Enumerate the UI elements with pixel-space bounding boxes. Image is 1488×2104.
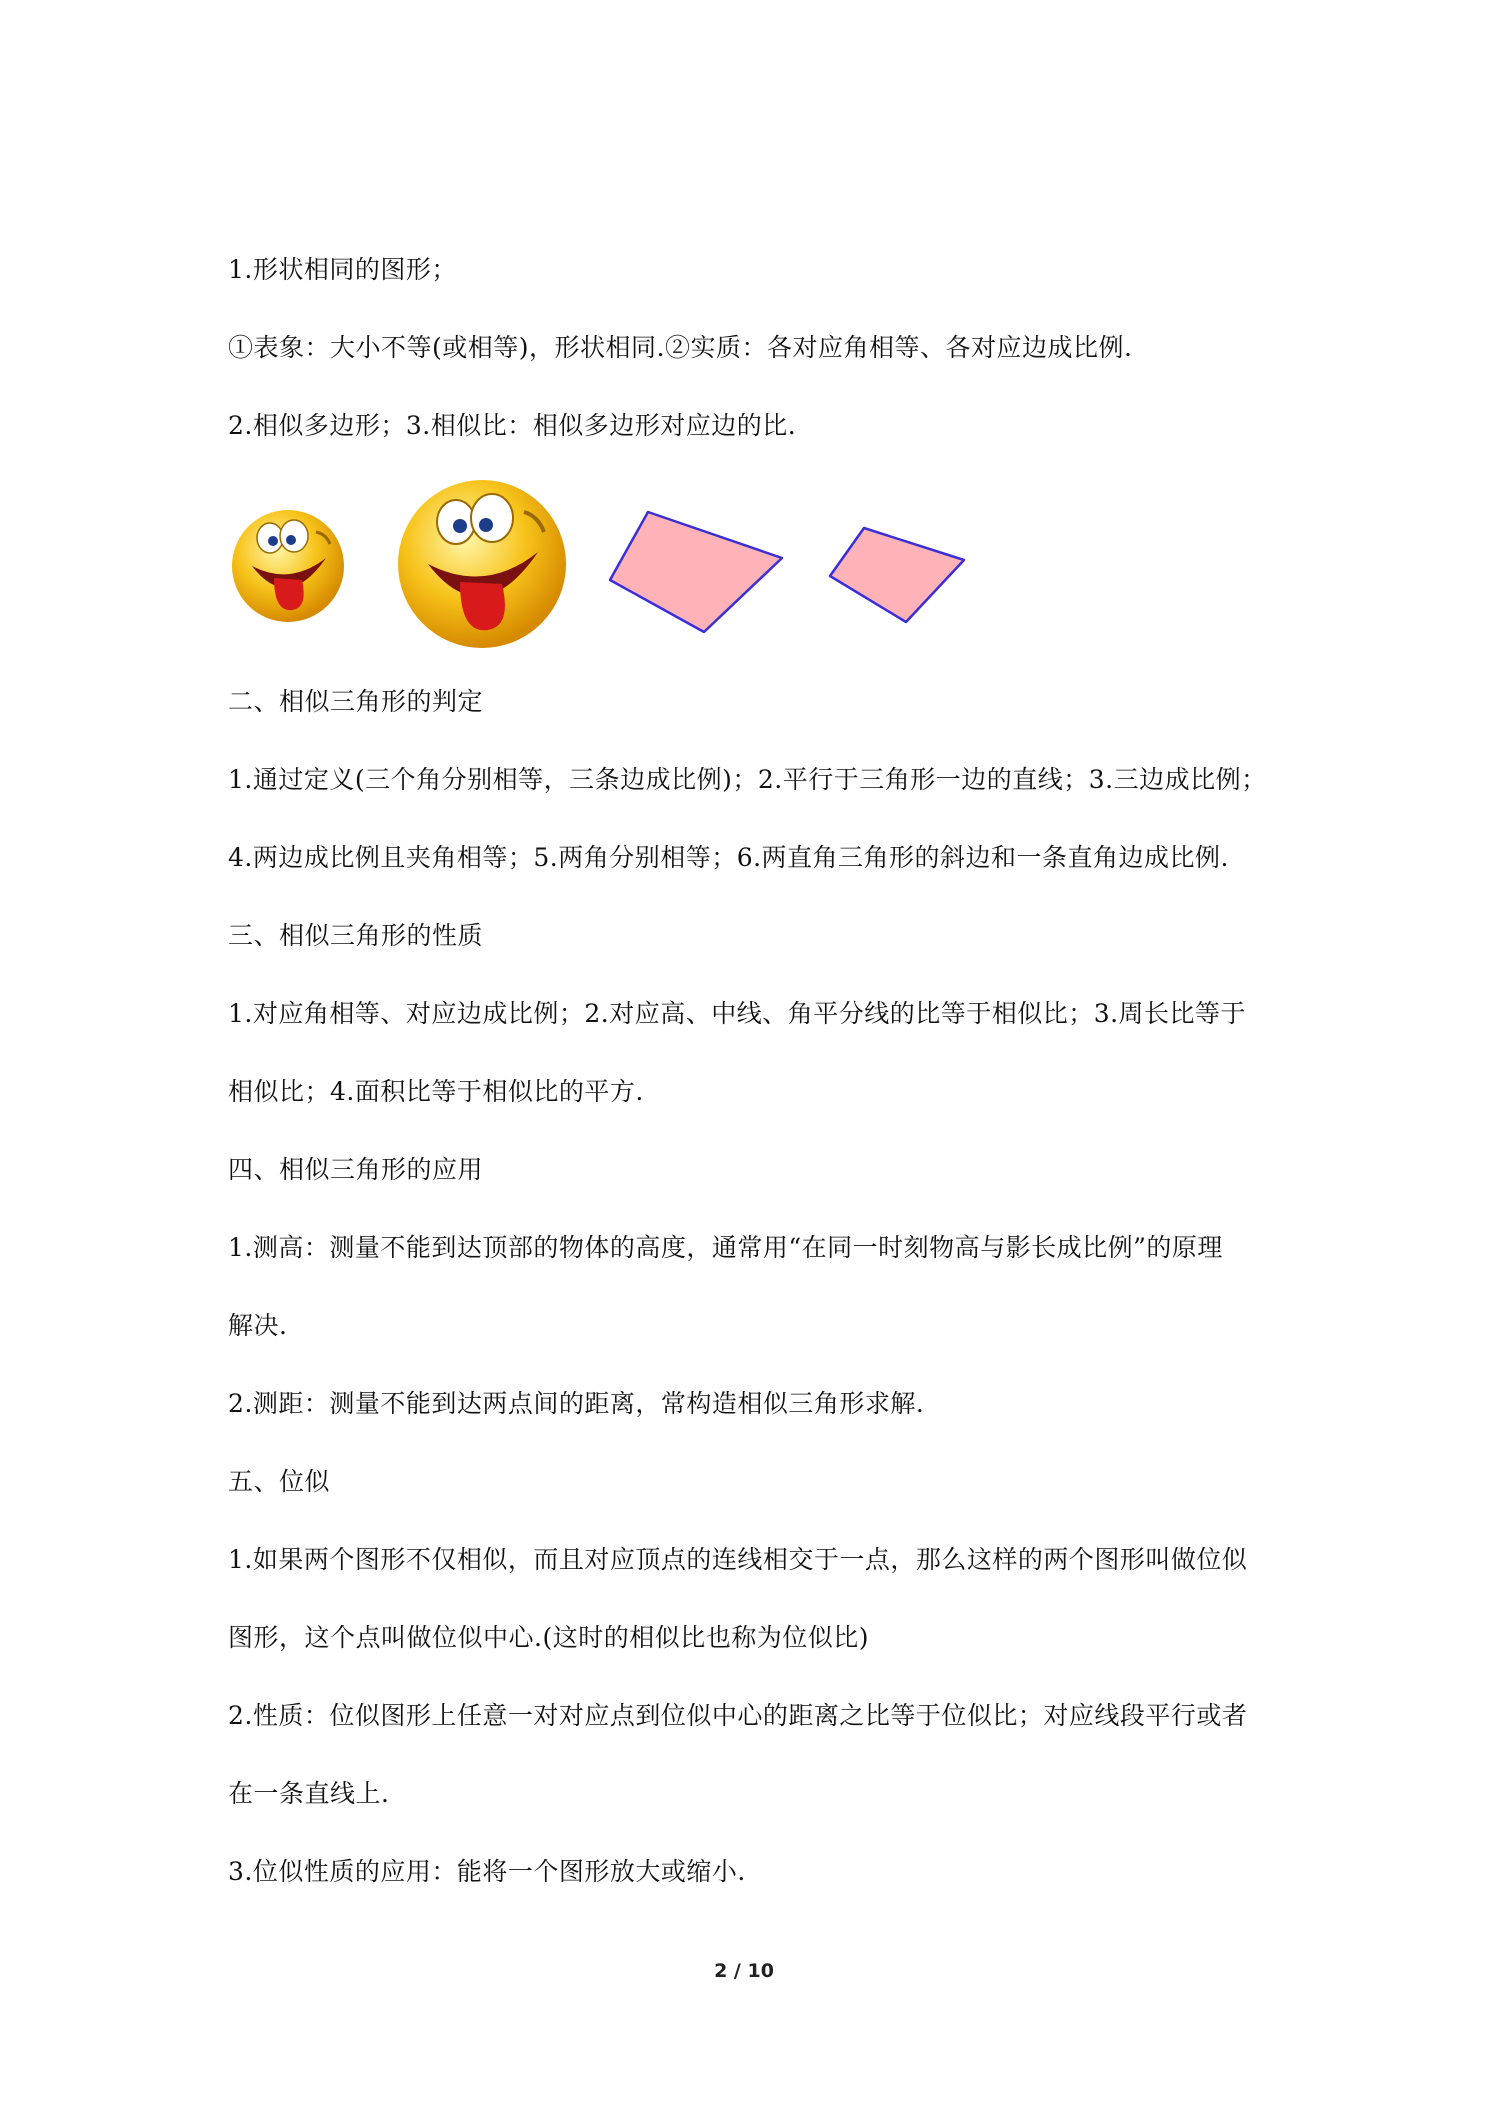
text-line: 3.位似性质的应用：能将一个图形放大或缩小.	[228, 1857, 746, 1886]
page-number: 2 / 10	[714, 1960, 774, 1982]
section-heading: 二、相似三角形的判定	[228, 687, 484, 716]
similar-figures-illustration	[228, 470, 1008, 660]
section-heading: 四、相似三角形的应用	[228, 1155, 484, 1184]
text-line: 图形，这个点叫做位似中心.(这时的相似比也称为位似比)	[228, 1623, 869, 1652]
text-line: 相似比；4.面积比等于相似比的平方.	[228, 1077, 644, 1106]
text-line: 1.通过定义(三个角分别相等，三条边成比例)；2.平行于三角形一边的直线；3.三边成比例；	[228, 765, 1267, 794]
text-line: 4.两边成比例且夹角相等；5.两角分别相等；6.两直角三角形的斜边和一条直角边成比例.	[228, 843, 1230, 872]
large-parallelogram	[608, 510, 788, 634]
text-line: 2.性质：位似图形上任意一对对应点到位似中心的距离之比等于位似比；对应线段平行或者	[228, 1701, 1248, 1730]
text-line: 1.如果两个图形不仅相似，而且对应顶点的连线相交于一点，那么这样的两个图形叫做位似	[228, 1545, 1248, 1574]
text-line: 解决.	[228, 1311, 288, 1340]
section-heading: 五、位似	[228, 1467, 331, 1496]
small-parallelogram	[828, 526, 968, 624]
text-line: 1.形状相同的图形；	[228, 255, 457, 284]
section-heading: 三、相似三角形的性质	[228, 921, 484, 950]
text-line: 2.相似多边形；3.相似比：相似多边形对应边的比.	[228, 411, 797, 440]
text-line: ①表象：大小不等(或相等)，形状相同.②实质：各对应角相等、各对应边成比例.	[228, 333, 1133, 362]
text-line: 1.测高：测量不能到达顶部的物体的高度，通常用“在同一时刻物高与影长成比例”的原理	[228, 1233, 1223, 1262]
text-line: 在一条直线上.	[228, 1779, 390, 1808]
text-line: 2.测距：测量不能到达两点间的距离，常构造相似三角形求解.	[228, 1389, 925, 1418]
large-emoji-face	[396, 478, 568, 650]
small-emoji-face	[230, 508, 346, 624]
text-line: 1.对应角相等、对应边成比例；2.对应高、中线、角平分线的比等于相似比；3.周长比等于	[228, 999, 1247, 1028]
